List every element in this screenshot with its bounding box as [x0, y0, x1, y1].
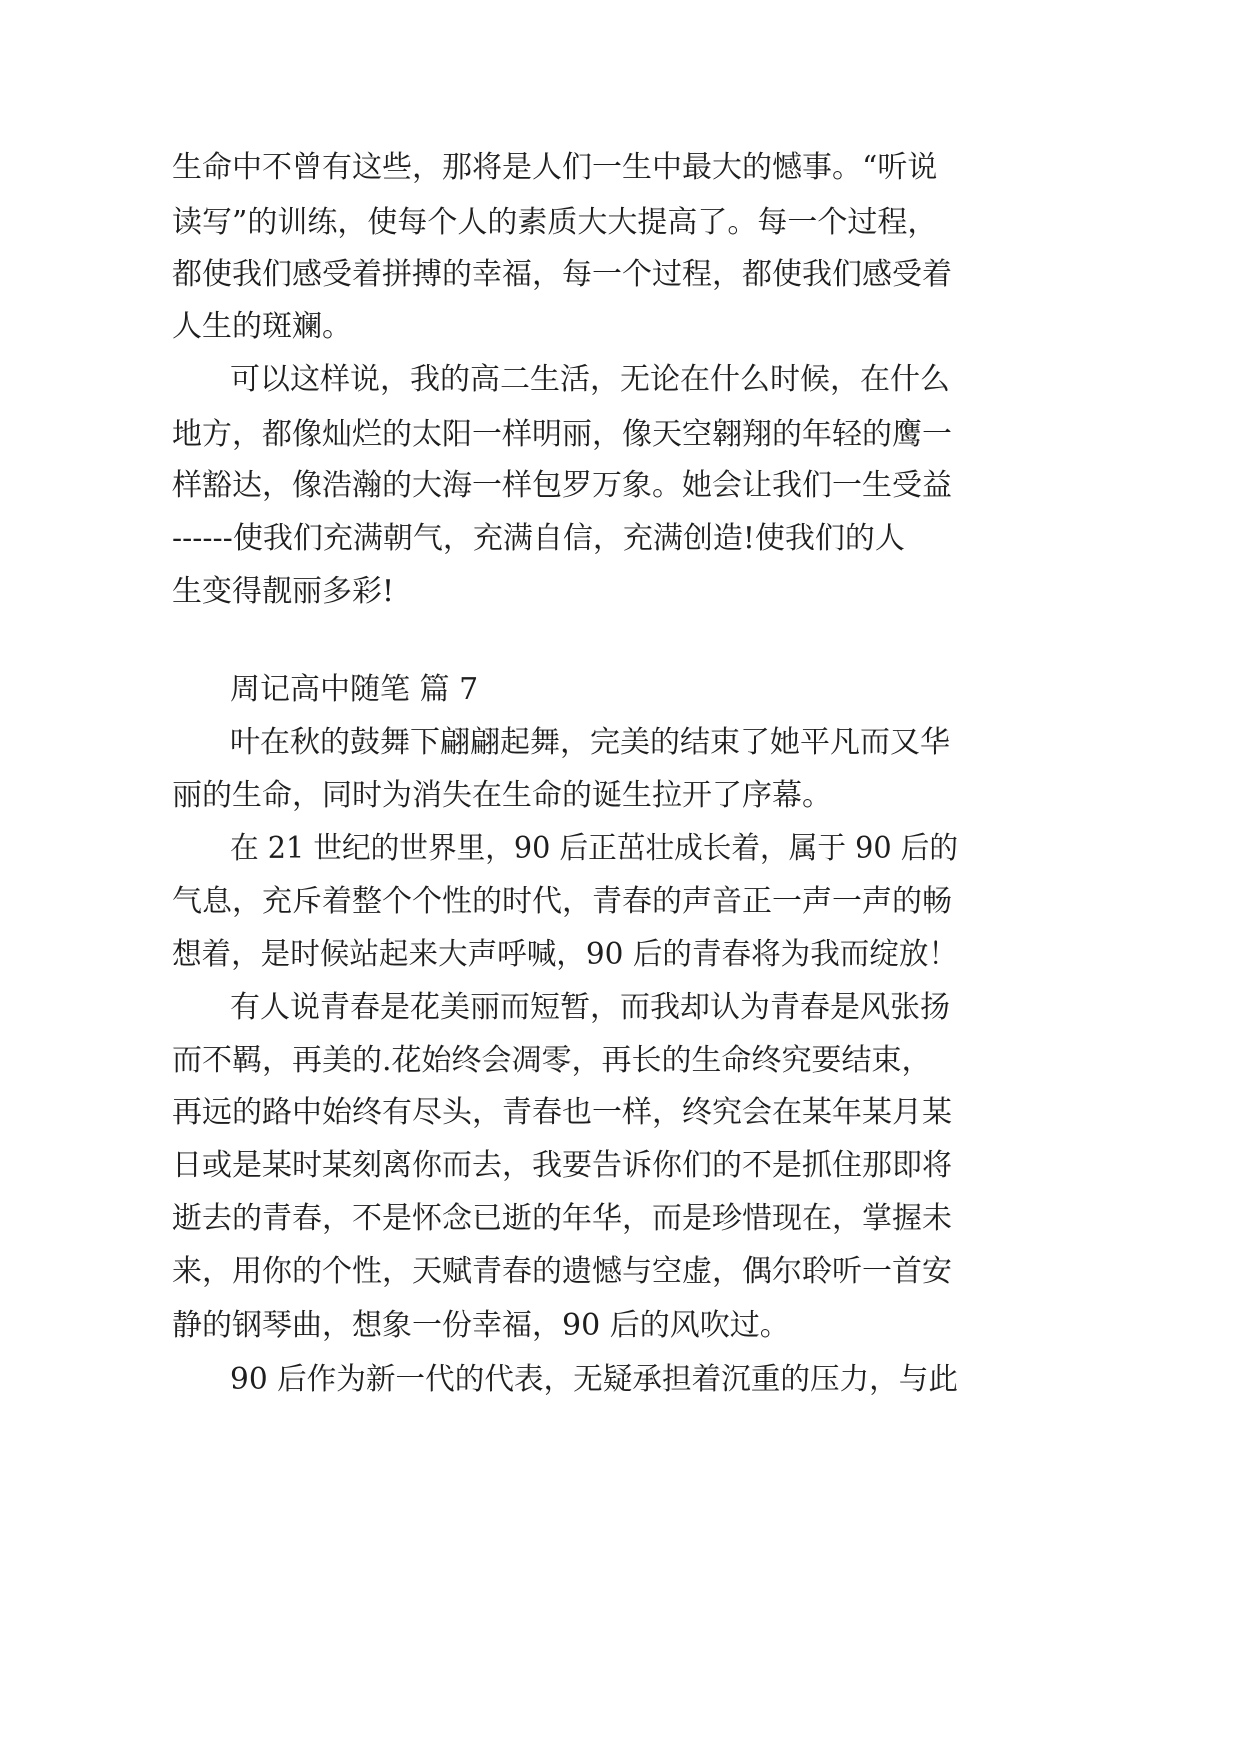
paragraph-line — [0, 509, 1241, 569]
line-text: 静的钢琴曲，想象一份幸福，90 后的风吹过。 — [172, 1308, 790, 1343]
paragraph-line — [0, 350, 1241, 410]
line-text: 人生的斑斓。 — [172, 309, 352, 344]
line-text: 来，用你的个性，天赋青春的遗憾与空虚，偶尔聆听一首安 — [172, 1254, 952, 1289]
line-text: 90 后作为新一代的代表，无疑承担着沉重的压力，与此 — [230, 1362, 958, 1397]
line-text: 读写”的训练，使每个人的素质大大提高了。每一个过程， — [172, 205, 938, 240]
paragraph-line — [0, 456, 1241, 516]
paragraph-line — [0, 1242, 1241, 1302]
line-text: 而不羁，再美的.花始终会凋零，再长的生命终究要结束， — [172, 1043, 932, 1078]
section-title — [0, 660, 1241, 720]
line-text: 丽的生命，同时为消失在生命的诞生拉开了序幕。 — [172, 778, 832, 813]
line-text: 想着，是时候站起来大声呼喊，90 后的青春将为我而绽放！ — [172, 937, 958, 972]
paragraph-line — [0, 193, 1241, 253]
line-text: 生命中不曾有这些，那将是人们一生中最大的憾事。“听说 — [172, 150, 938, 185]
paragraph-line — [0, 872, 1241, 932]
paragraph-line — [0, 766, 1241, 826]
line-text: 逝去的青春，不是怀念已逝的年华，而是珍惜现在，掌握未 — [172, 1201, 952, 1236]
paragraph-line — [0, 297, 1241, 357]
line-text: 叶在秋的鼓舞下翩翩起舞，完美的结束了她平凡而又华 — [230, 725, 950, 760]
line-text: 日或是某时某刻离你而去，我要告诉你们的不是抓住那即将 — [172, 1148, 952, 1183]
line-text: 气息，充斥着整个个性的时代，青春的声音正一声一声的畅 — [172, 884, 952, 919]
paragraph-line — [0, 819, 1241, 879]
paragraph-line — [0, 1189, 1241, 1249]
paragraph-line — [0, 978, 1241, 1038]
paragraph-line — [0, 562, 1241, 622]
line-text: 可以这样说，我的高二生活，无论在什么时候，在什么 — [230, 362, 950, 397]
paragraph-line — [0, 1350, 1241, 1410]
line-text: 有人说青春是花美丽而短暂，而我却认为青春是风张扬 — [230, 990, 950, 1025]
paragraph-line — [0, 245, 1241, 305]
line-text: 生变得靓丽多彩! — [172, 574, 395, 609]
paragraph-line — [0, 138, 1241, 198]
paragraph-line — [0, 925, 1241, 985]
paragraph-line — [0, 1296, 1241, 1356]
line-text: 地方，都像灿烂的太阳一样明丽，像天空翱翔的年轻的鹰一 — [172, 417, 952, 452]
line-text: 在 21 世纪的世界里，90 后正茁壮成长着，属于 90 后的 — [230, 831, 958, 866]
section-title-text: 周记高中随笔 篇 7 — [230, 672, 479, 707]
paragraph-line — [0, 1031, 1241, 1091]
paragraph-line — [0, 1136, 1241, 1196]
line-text: 样豁达，像浩瀚的大海一样包罗万象。她会让我们一生受益 — [172, 468, 952, 503]
paragraph-line — [0, 1083, 1241, 1143]
line-text: ------使我们充满朝气，充满自信，充满创造!使我们的人 — [172, 521, 905, 556]
line-text: 再远的路中始终有尽头，青春也一样，终究会在某年某月某 — [172, 1095, 952, 1130]
line-text: 都使我们感受着拼搏的幸福，每一个过程，都使我们感受着 — [172, 257, 952, 292]
paragraph-line — [0, 713, 1241, 773]
